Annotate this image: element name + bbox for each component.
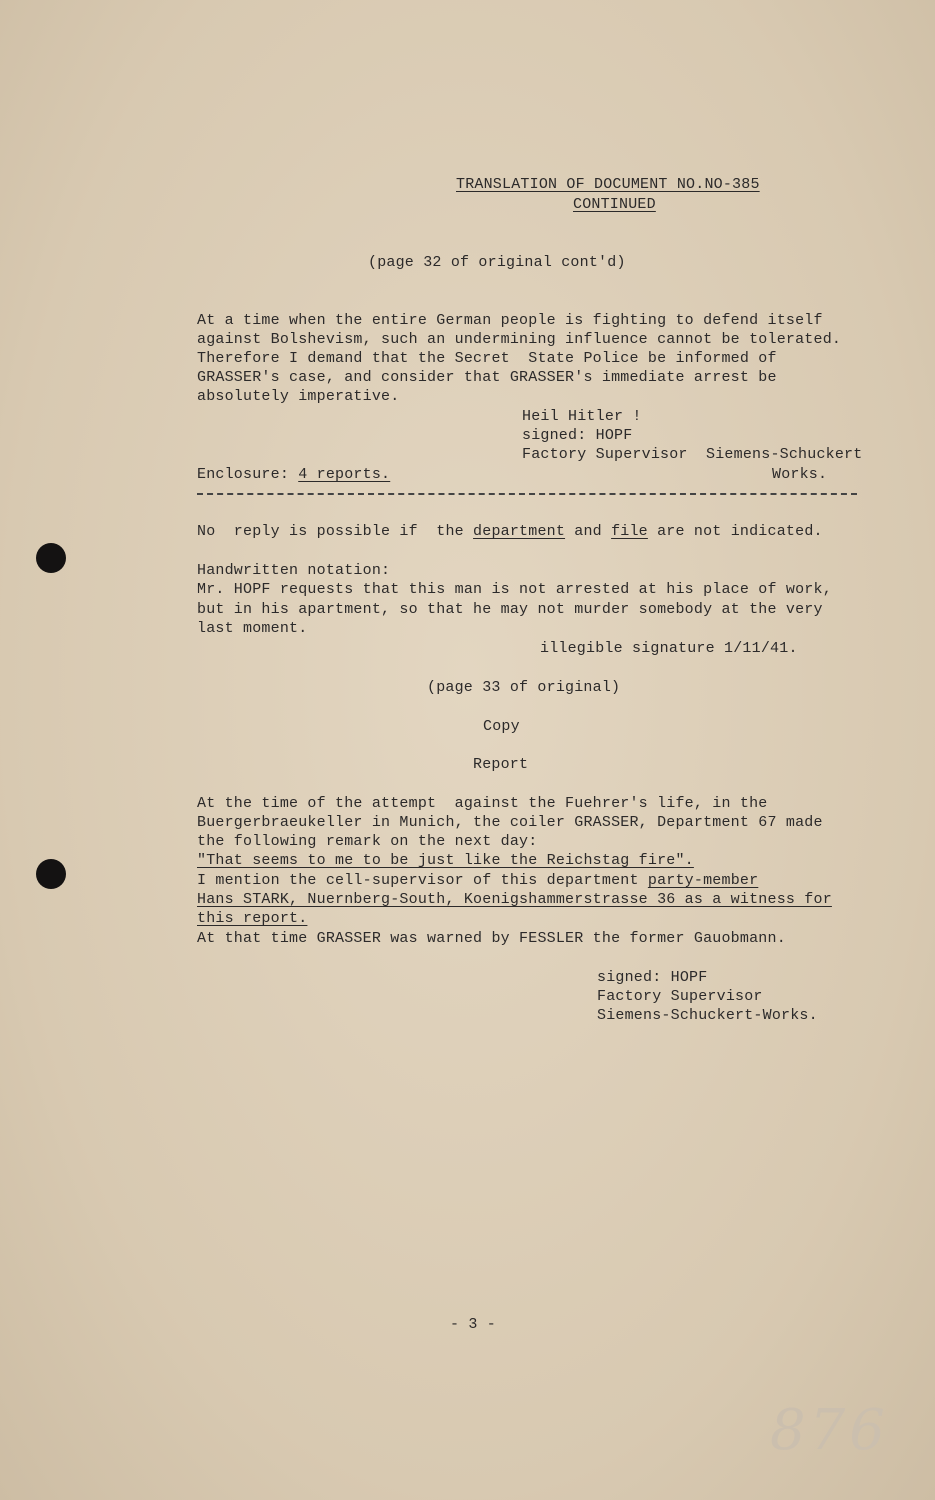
- report-sender-title: Factory Supervisor: [597, 988, 763, 1005]
- archive-pencil-mark: 876: [770, 1398, 889, 1463]
- report-title: Report: [473, 756, 529, 773]
- punch-hole-bottom: [36, 859, 66, 889]
- continued-label: CONTINUED: [573, 196, 656, 213]
- letter-line: GRASSER's case, and consider that GRASSER's immediate arrest be: [197, 369, 777, 386]
- notice-department: department: [473, 523, 566, 540]
- letter-line: At a time when the entire German people is fighting to defend itself: [197, 312, 823, 329]
- notice-text: and: [565, 523, 612, 540]
- handwritten-line: last moment.: [197, 620, 308, 637]
- witness-party-member: party-member: [647, 872, 759, 889]
- report-witness: [197, 871, 758, 890]
- witness-text: I mention the cell-supervisor of this department: [197, 872, 648, 889]
- letter-sender-works: Works.: [772, 466, 828, 483]
- page-reference: (page 33 of original): [427, 679, 621, 696]
- enclosure-label: Enclosure:: [197, 466, 290, 483]
- letter-closing: Heil Hitler !: [522, 408, 642, 425]
- enclosure: [197, 465, 390, 484]
- handwritten-line: Mr. HOPF requests that this man is not arrested at his place of work,: [197, 581, 832, 598]
- notice-text: No reply is possible if the: [197, 523, 474, 540]
- page-reference: (page 32 of original cont'd): [368, 254, 626, 271]
- notice-text: are not indicated.: [647, 523, 823, 540]
- report-witness: this report.: [197, 910, 308, 927]
- punch-hole-top: [36, 543, 66, 573]
- reply-notice: [197, 522, 823, 541]
- handwritten-signature: illegible signature 1/11/41.: [540, 640, 798, 657]
- enclosure-value: 4 reports.: [298, 466, 391, 483]
- report-warned: At that time GRASSER was warned by FESSLER the former Gauobmann.: [197, 930, 786, 947]
- handwritten-heading: Handwritten notation:: [197, 562, 391, 579]
- report-sender-company: Siemens-Schuckert-Works.: [597, 1007, 818, 1024]
- report-signature: signed: HOPF: [597, 969, 708, 986]
- report-line: At the time of the attempt against the Fuehrer's life, in the: [197, 795, 768, 812]
- report-witness: Hans STARK, Nuernberg-South, Koenigshammerstrasse 36 as a witness for: [197, 891, 832, 908]
- page-number: - 3 -: [450, 1316, 497, 1333]
- notice-file: file: [611, 523, 648, 540]
- letter-line: against Bolshevism, such an undermining influence cannot be tolerated.: [197, 331, 842, 348]
- handwritten-line: but in his apartment, so that he may not murder somebody at the very: [197, 601, 823, 618]
- report-quote: "That seems to me to be just like the Reichstag fire".: [197, 852, 694, 869]
- copy-label: Copy: [483, 718, 520, 735]
- letter-line: Therefore I demand that the Secret State Police be informed of: [197, 350, 777, 367]
- document-title: TRANSLATION OF DOCUMENT NO.NO-385: [456, 176, 760, 193]
- report-line: Buergerbraeukeller in Munich, the coiler GRASSER, Department 67 made: [197, 814, 823, 831]
- letter-line: absolutely imperative.: [197, 388, 400, 405]
- report-line: the following remark on the next day:: [197, 833, 538, 850]
- letter-sender-title: Factory Supervisor Siemens-Schuckert: [522, 446, 863, 463]
- separator-line: [197, 493, 857, 495]
- letter-signature: signed: HOPF: [522, 427, 633, 444]
